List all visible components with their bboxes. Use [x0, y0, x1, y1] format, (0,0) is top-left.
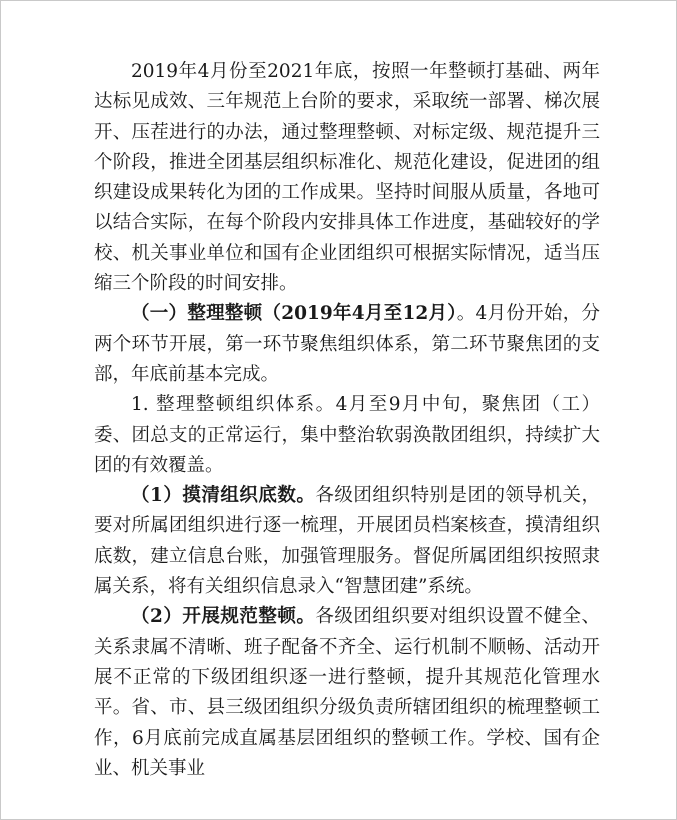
subheading-rectification: （2）开展规范整顿。 — [131, 606, 316, 628]
paragraph-text: 1. 整理整顿组织体系。4月至9月中旬，聚焦团（工）委、团总支的正常运行，集中整治软弱涣散团组织，持续扩大团的有效覆盖。 — [94, 394, 600, 476]
paragraph-text: 各级团组织要对组织设置不健全、关系隶属不清晰、班子配备不齐全、运行机制不顺畅、活动开展不正常的下级团组织逐一进行整顿，提升其规范化管理水平。省、市、县三级团组织分级负责所辖团组织的梳理整顿工作，6月底前完成直属基层团组织的整顿工作。学校、国有企业、机关事业 — [94, 606, 600, 779]
paragraph-text: 。4月份开始，分两个环节开展，第一环节聚焦组织体系，第二环节聚焦团的支部，年底前基本完成。 — [94, 303, 600, 385]
paragraph-text: 2019年4月份至2021年底，按照一年整顿打基础、两年达标见成效、三年规范上台阶的要求，采取统一部署、梯次展开、压茬进行的办法，通过整理整顿、对标定级、规范提升三个阶段，推进全团基层组织标准化、规范化建设，促进团的组织建设成果转化为团的工作成果。坚持时间服从质量，各地可以结合实际，在每个阶段内安排具体工作进度，基础较好的学校、机关事业单位和国有企业团组织可根据实际情况，适当压缩三个阶段的时间安排。 — [94, 61, 600, 295]
paragraph-schedule-overview — [94, 57, 600, 299]
paragraph-phase-one — [94, 299, 600, 390]
document-body — [94, 57, 600, 784]
subheading-count-organizations: （1）摸清组织底数。 — [131, 485, 316, 507]
section-heading-phase-one: （一）整理整顿（2019年4月至12月） — [131, 303, 457, 325]
paragraph-organization-system — [94, 390, 600, 481]
paragraph-rectification — [94, 602, 600, 784]
paragraph-text: 各级团组织特别是团的领导机关，要对所属团组织进行逐一梳理，开展团员档案核查，摸清组织底数，建立信息台账，加强管理服务。督促所属团组织按照隶属关系，将有关组织信息录入“智慧团建”系统。 — [94, 485, 600, 598]
paragraph-count-organizations — [94, 481, 600, 602]
